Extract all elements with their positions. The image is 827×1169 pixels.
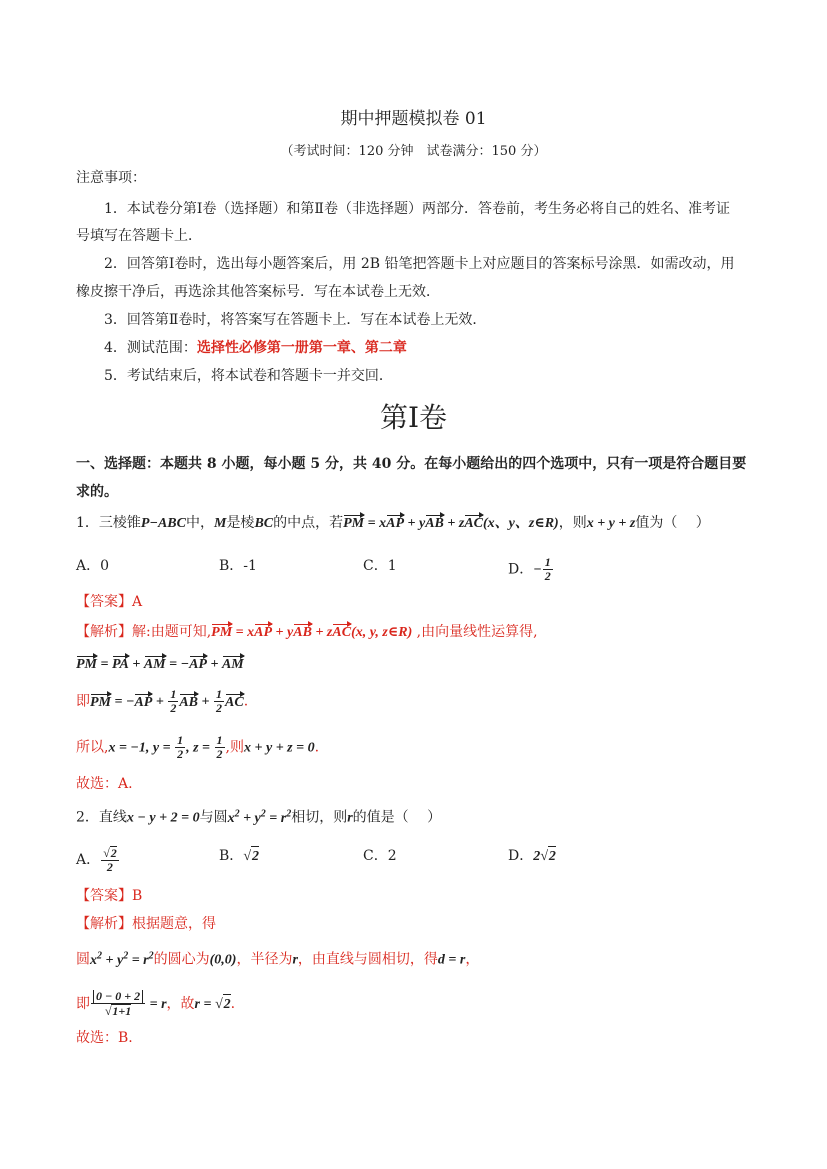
fraction-denominator: 2 xyxy=(216,701,223,715)
q2-option-d-label: D． xyxy=(508,848,534,864)
math-term: + xyxy=(128,657,144,672)
q1-number: 1．三棱锥 xyxy=(76,515,141,531)
q2-conclusion: 故选：B. xyxy=(76,1030,133,1046)
fraction-numerator: 1 xyxy=(216,687,223,701)
tangent-condition: d = r xyxy=(437,952,466,968)
sqrt-expression: √2 xyxy=(540,849,556,864)
notice-item-4 xyxy=(104,338,407,358)
q1-answer: 【答案】A xyxy=(76,594,143,610)
circle-center: (0,0) xyxy=(209,952,237,968)
coefficient: 2 xyxy=(533,849,541,864)
exponent: 2 xyxy=(286,808,292,819)
exponent: 2 xyxy=(260,808,266,819)
exam-subtitle: （考试时间：120 分钟 试卷满分：150 分） xyxy=(280,144,547,159)
fraction-numerator: 1 xyxy=(170,687,177,701)
q2-analysis-text: ，由直线与圆相切，得 xyxy=(297,951,438,968)
q1-vector-ap: AP xyxy=(386,514,404,534)
q2-number: 2．直线 xyxy=(76,809,127,826)
exponent: 2 xyxy=(148,950,154,961)
math-term: + xyxy=(198,694,214,710)
q2-option-b xyxy=(219,846,259,867)
vector-ab: AB xyxy=(293,623,312,643)
q1-text: ，则 xyxy=(558,515,587,531)
vector-pm: PM xyxy=(211,623,232,643)
vector-ab: AB xyxy=(179,693,198,713)
fraction-half xyxy=(215,734,225,761)
math-term: + y xyxy=(272,625,294,640)
q1-option-b: B．-1 xyxy=(219,558,257,574)
math-term: + y xyxy=(102,952,124,968)
section-1-line-1: 一、选择题：本题共 8 小题，每小题 5 分，共 40 分。在每小题给出的四个选项中，只有一项是符合题目要 xyxy=(76,456,747,472)
radicand: 2 xyxy=(548,846,556,867)
fraction-numerator: 1 xyxy=(216,733,223,747)
q2-analysis-text: 的圆心为 xyxy=(153,951,210,968)
q1-option-a: A．0 xyxy=(76,558,110,574)
q2-analysis-line-3 xyxy=(76,990,235,1018)
q2-analysis-label: 【解析】 xyxy=(76,916,132,932)
math-term: = xyxy=(97,657,112,672)
q1-analysis-text: 即 xyxy=(76,693,90,710)
q1-analysis-text: . xyxy=(314,739,320,756)
q2-analysis-text: . xyxy=(230,996,236,1012)
notice-item-3: 3．回答第Ⅱ卷时，将答案写在答题卡上．写在本试卷上无效． xyxy=(104,312,487,328)
math-term: x = −1, y = xyxy=(108,740,175,756)
sqrt-expression: √2 xyxy=(243,849,259,864)
fraction-denominator: 2 xyxy=(544,569,551,583)
notice-item-5: 5．考试结束后，将本试卷和答题卡一并交回． xyxy=(104,368,393,384)
notice-heading: 注意事项： xyxy=(76,170,146,186)
math-term: + xyxy=(152,694,168,710)
q1-analysis-text: 所以, xyxy=(76,739,109,756)
q1-analysis-line-4 xyxy=(76,734,319,761)
q1-pyramid: P−ABC xyxy=(140,516,186,531)
vector-pa: PA xyxy=(112,655,129,675)
q1-math: (x、y、z∈R) xyxy=(483,516,559,531)
fraction-denominator: 2 xyxy=(170,701,177,715)
q2-option-a xyxy=(76,846,120,874)
q1-math: = x xyxy=(364,516,387,531)
math-term: , z = xyxy=(186,740,214,756)
question-2-stem xyxy=(76,804,441,829)
math-term: x xyxy=(90,952,97,968)
q1-math: + z xyxy=(443,516,465,531)
math-term: + xyxy=(206,657,222,672)
q2-line-equation: x − y + 2 = 0 xyxy=(126,810,200,826)
vector-am: AM xyxy=(144,655,166,675)
math-term: = r xyxy=(265,810,287,826)
fraction-numerator xyxy=(91,990,145,1004)
math-term: = − xyxy=(111,694,135,710)
fraction-numerator: 1 xyxy=(544,555,551,569)
math-term: + z xyxy=(311,625,333,640)
q1-analysis-line-3 xyxy=(76,688,248,715)
q1-text: 中， xyxy=(185,515,214,531)
radicand: 2 xyxy=(223,994,231,1015)
q1-analysis-text: ,则 xyxy=(225,739,244,756)
q2-analysis-text: ， xyxy=(465,951,480,968)
fraction-half xyxy=(214,688,224,715)
section-1-line-2: 求的。 xyxy=(76,484,118,500)
q2-circle-equation xyxy=(227,808,292,826)
q2-option-b-label: B． xyxy=(219,848,244,864)
q1-analysis-text: 解:由题可知, xyxy=(132,624,212,640)
notice-item-1-line-2: 号填写在答题卡上． xyxy=(76,228,202,244)
fraction-denominator: 2 xyxy=(216,747,223,761)
distance-fraction xyxy=(91,990,145,1018)
question-1-stem xyxy=(76,513,710,534)
notice-item-2-line-2: 橡皮擦干净后，再选涂其他答案标号．写在本试卷上无效． xyxy=(76,284,440,300)
q2-answer: 【答案】B xyxy=(76,888,143,904)
q2-option-c: C．2 xyxy=(363,848,397,864)
vector-pm: PM xyxy=(90,693,111,713)
q2-text: 的值是（ ） xyxy=(352,809,442,826)
q1-vector-ac: AC xyxy=(464,514,483,534)
radicand: 2 xyxy=(251,846,259,867)
fraction-numerator: √2 xyxy=(103,846,117,860)
q2-analysis-line-2 xyxy=(76,946,479,971)
volume-title: 第Ⅰ卷 xyxy=(379,401,448,434)
q1-math: + y xyxy=(404,516,426,531)
q1-point-m: M xyxy=(213,516,227,531)
q1-text: 的中点，若 xyxy=(273,515,344,531)
fraction-numerator: 1 xyxy=(177,733,184,747)
math-term: x + y + z = 0 xyxy=(244,740,315,756)
math-term: = − xyxy=(165,657,190,672)
math-term: + y xyxy=(239,810,261,826)
vector-ap: AP xyxy=(254,623,272,643)
absolute-value: 0 − 0 + 2 xyxy=(93,990,143,1003)
q2-analysis-text: ，半径为 xyxy=(236,951,293,968)
sqrt-expression: √2 xyxy=(215,997,231,1012)
q2-text: 相切，则 xyxy=(291,809,348,826)
test-scope: 选择性必修第一册第一章、第二章 xyxy=(196,340,407,356)
q2-option-d xyxy=(508,846,556,867)
fraction-denominator: √1+1 xyxy=(104,1004,132,1018)
q2-analysis-text: ，故 xyxy=(166,996,195,1012)
radius-symbol: r xyxy=(292,952,298,968)
circle-equation xyxy=(90,950,154,968)
exam-title: 期中押题模拟卷 01 xyxy=(340,109,487,129)
q1-option-d-label: D． xyxy=(508,561,534,578)
vector-ac: AC xyxy=(332,623,351,643)
q1-sum: x + y + z xyxy=(586,516,636,531)
q1-analysis-text: . xyxy=(243,693,249,710)
q2-analysis-text: 根据题意，得 xyxy=(132,916,216,932)
q1-vector-ab: AB xyxy=(425,514,444,534)
q2-option-a-fraction xyxy=(101,846,119,874)
radicand: 1+1 xyxy=(112,1004,132,1018)
notice-item-1-line-1: 1．本试卷分第Ⅰ卷（选择题）和第Ⅱ卷（非选择题）两部分．答卷前，考生务必将自己的姓名、准考证 xyxy=(104,201,730,217)
exponent: 2 xyxy=(97,950,102,961)
vector-ap: AP xyxy=(189,655,207,675)
q2-option-a-label: A． xyxy=(76,852,101,868)
q2-analysis-line-1 xyxy=(76,914,216,934)
q2-analysis-text: 圆 xyxy=(76,951,90,968)
vector-ac: AC xyxy=(225,693,244,713)
vector-ap: AP xyxy=(134,693,152,713)
q1-option-d-sign: − xyxy=(533,562,542,578)
vector-am: AM xyxy=(222,655,244,675)
q2-radius: r xyxy=(347,810,353,826)
q1-conclusion: 故选：A. xyxy=(76,776,133,792)
exponent: 2 xyxy=(234,808,240,819)
q2-text: 与圆 xyxy=(199,809,228,826)
q1-edge: BC xyxy=(254,516,274,531)
notice-item-2-line-1: 2．回答第Ⅰ卷时，选出每小题答案后，用 2B 铅笔把答题卡上对应题目的答案标号涂黑．如需改动，用 xyxy=(104,256,735,272)
math-term: r = xyxy=(194,997,215,1012)
q1-option-d-fraction xyxy=(543,556,553,583)
math-term: = r xyxy=(146,997,167,1012)
fraction-half xyxy=(168,688,178,715)
q1-analysis-text: ,由向量线性运算得, xyxy=(412,624,538,640)
q1-vector-pm: PM xyxy=(343,514,364,534)
math-term: x xyxy=(227,810,235,826)
q1-text: 值为（ ） xyxy=(635,515,710,531)
exponent: 2 xyxy=(123,950,129,961)
q1-analysis-label: 【解析】 xyxy=(76,624,132,640)
radicand: 2 xyxy=(110,846,117,860)
notice-item-4-prefix: 4．测试范围： xyxy=(104,340,197,356)
vector-pm: PM xyxy=(76,655,97,675)
q1-option-c: C．1 xyxy=(363,558,397,574)
fraction-denominator: 2 xyxy=(106,860,113,874)
q1-analysis-line-2 xyxy=(76,654,244,675)
fraction-half xyxy=(175,734,185,761)
q2-analysis-text: 即 xyxy=(76,996,90,1012)
q1-analysis-line-1 xyxy=(76,622,538,643)
q1-text: 是棱 xyxy=(226,515,255,531)
math-term: = x xyxy=(232,625,255,640)
q1-option-d xyxy=(508,556,554,583)
math-term: (x, y, z∈R) xyxy=(351,625,413,640)
fraction-denominator: 2 xyxy=(177,747,184,761)
math-term: = r xyxy=(128,952,149,968)
